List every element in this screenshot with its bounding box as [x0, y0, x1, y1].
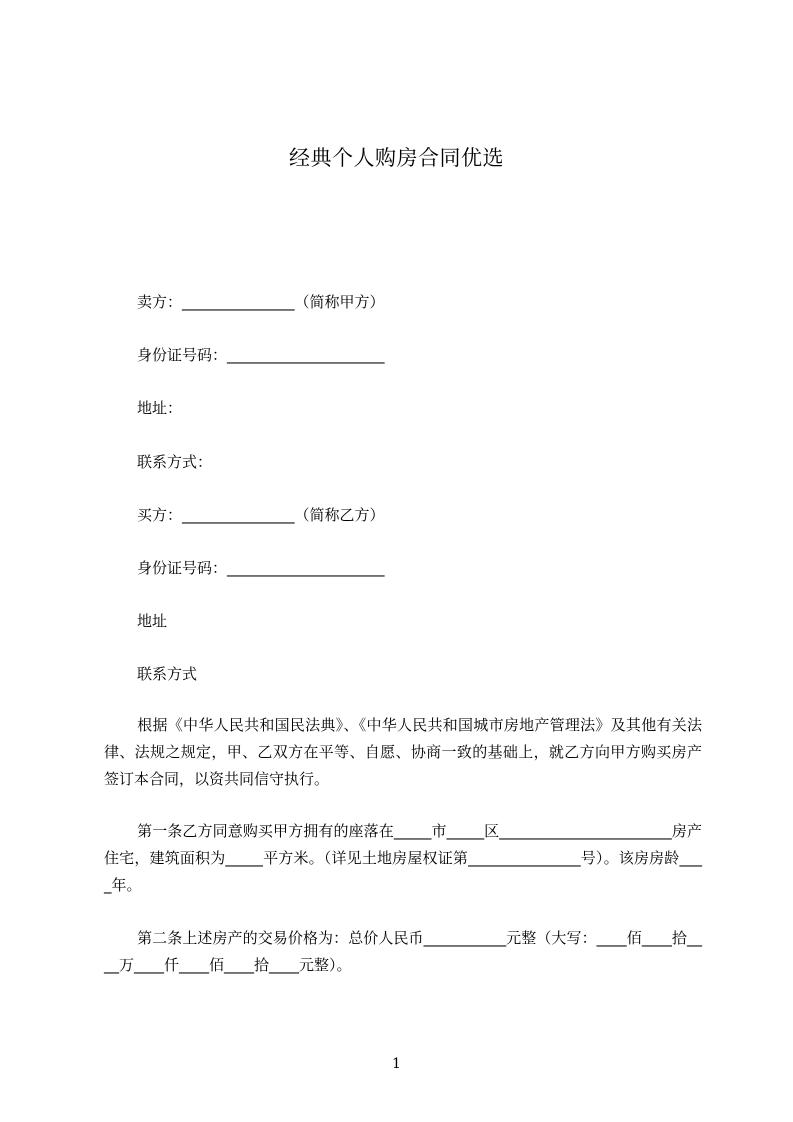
seller-field: 卖方：_______________（简称甲方）: [137, 293, 385, 311]
article-2-text: 第二条上述房产的交易价格为：总价人民币___________元整（大写：____佰____拾____万____仟____佰____拾____元整）。: [104, 929, 702, 974]
page-number: 1: [392, 1056, 401, 1072]
article-1-paragraph: [104, 818, 702, 899]
buyer-field: 买方：_______________（简称乙方）: [137, 506, 385, 524]
article-1-text: 第一条乙方同意购买甲方拥有的座落在_____市_____区_______________________房产住宅，建筑面积为_____平方米。（详见土地房屋权证第_______________号）。该房房龄____年。: [104, 822, 702, 894]
seller-address-field: 地址：: [137, 399, 183, 417]
buyer-id-field: 身份证号码：_____________________: [137, 559, 385, 577]
document-title: 经典个人购房合同优选: [289, 146, 504, 170]
article-2-paragraph: [104, 925, 702, 979]
seller-contact-field: 联系方式：: [137, 453, 213, 471]
buyer-address-field: 地址: [137, 612, 168, 630]
preamble-text: 根据《中华人民共和国民法典》、《中华人民共和国城市房地产管理法》及其他有关法律、法规之规定，甲、乙双方在平等、自愿、协商一致的基础上，就乙方向甲方购买房产签订本合同，以资共同信守执行。: [104, 716, 702, 788]
buyer-contact-field: 联系方式: [137, 665, 198, 683]
preamble-paragraph: [104, 712, 702, 793]
seller-id-field: 身份证号码：_____________________: [137, 346, 385, 364]
